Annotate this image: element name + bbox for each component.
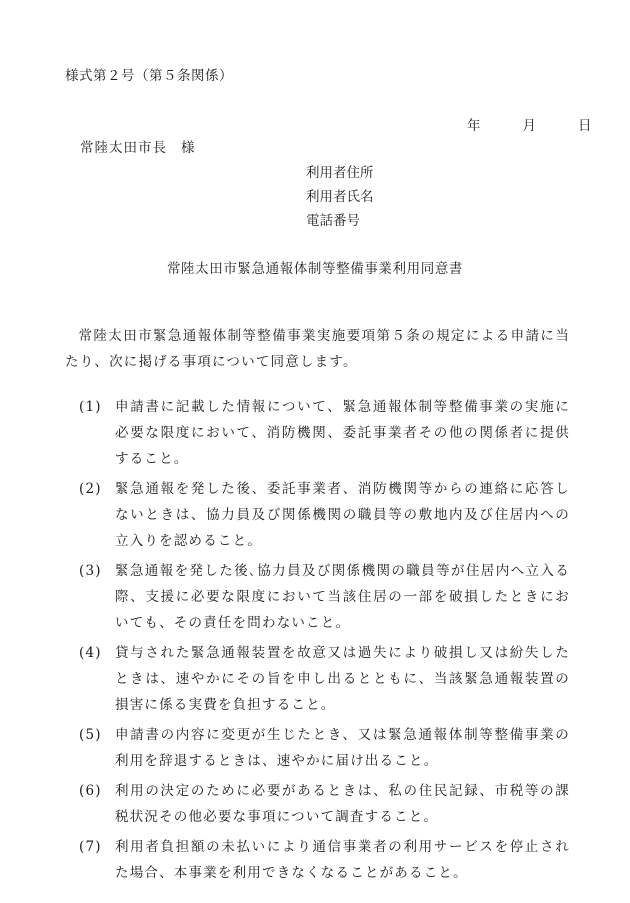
date-year: 年 [467,118,481,134]
item-text: 緊急通報を発した後､協力員及び関係機関の職員等が住居内へ立入る際、支援に必要な限度において当該住居の一部を破損したときにおいても、その責任を問わないこと。 [115,563,570,631]
item-text: 申請書の内容に変更が生じたとき、又は緊急通報体制等整備事業の利用を辞退するときは、速やかに届け出ること。 [115,727,570,769]
intro-paragraph: 常陸太田市緊急通報体制等整備事業実施要項第５条の規定による申請に当たり、次に掲げる事項について同意します。 [65,328,570,370]
addressee [80,136,196,156]
consent-item [65,558,570,636]
date-day: 日 [578,118,592,134]
item-text: 申請書に記載した情報について、緊急通報体制等整備事業の実施に必要な限度において、消防機関、委託事業者その他の関係者に提供すること。 [115,399,570,467]
consent-item [65,394,570,472]
applicant-address-label: 利用者住所 [306,165,374,181]
item-number: (7) [79,839,102,855]
date-month: 月 [522,118,536,134]
consent-item [65,722,570,774]
applicant-phone-label: 電話番号 [306,213,360,229]
consent-item [65,476,570,554]
applicant-name-label: 利用者氏名 [306,189,374,205]
item-number: (5) [79,727,102,743]
item-number: (3) [79,563,102,579]
form-number: 様式第２号（第５条関係） [65,68,233,84]
consent-item [65,778,570,830]
item-text: 貸与された緊急通報装置を故意又は過失により破損し又は紛失したときは、速やかにその旨を申し出るとともに、当該緊急通報装置の損害に係る実費を負担すること。 [115,645,570,713]
item-number: (1) [79,399,102,415]
addressee-honorific: 様 [181,140,196,156]
item-number: (6) [79,783,102,799]
consent-item [65,640,570,718]
addressee-name: 常陸太田市長 [80,140,167,156]
item-number: (2) [79,481,102,497]
consent-item [65,834,570,886]
consent-items [65,394,570,886]
item-text: 緊急通報を発した後、委託事業者、消防機関等からの連絡に応答しないときは、協力員及び関係機関の職員等の敷地内及び住居内への立入りを認めること。 [115,481,570,549]
item-text: 利用者負担額の未払いにより通信事業者の利用サービスを停止された場合、本事業を利用できなくなることがあること。 [115,839,570,881]
document-title: 常陸太田市緊急通報体制等整備事業利用同意書 [166,261,464,277]
item-number: (4) [79,645,102,661]
date-line [467,114,592,134]
item-text: 利用の決定のために必要があるときは、私の住民記録、市税等の課税状況その他必要な事項について調査すること。 [115,783,570,825]
